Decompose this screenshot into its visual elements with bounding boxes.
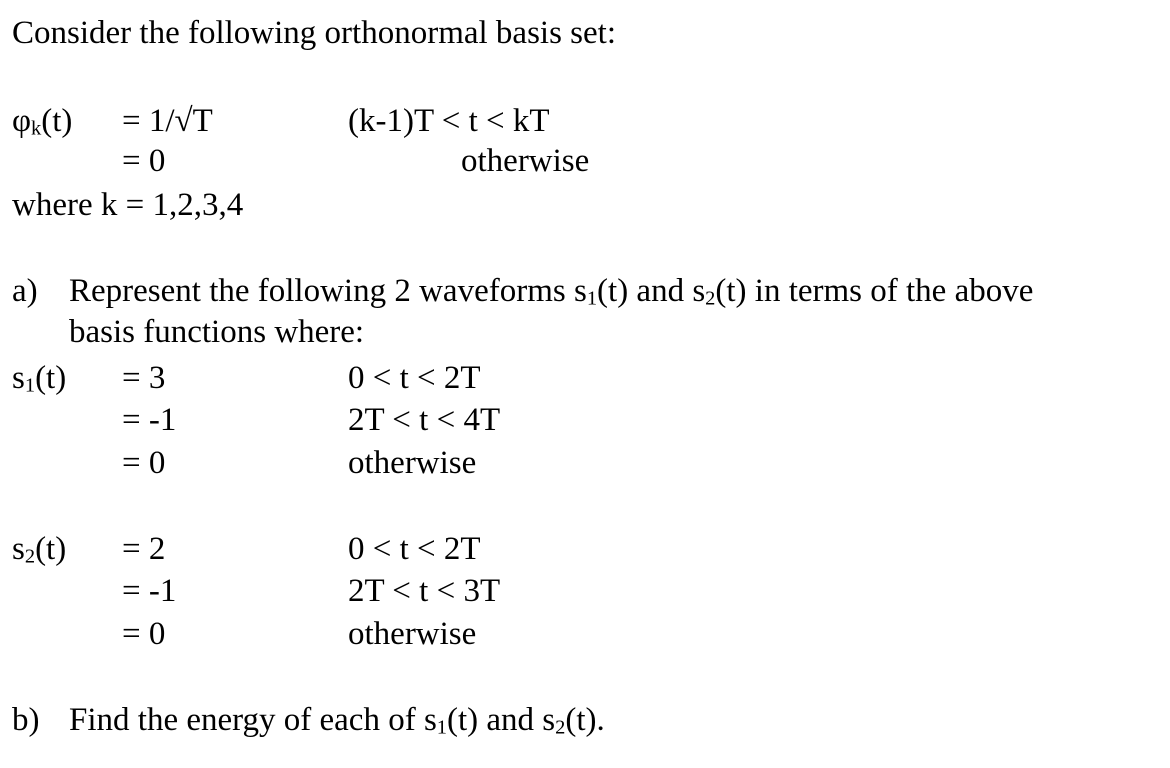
part-a-label: a) xyxy=(12,273,38,309)
intro-text: Consider the following orthonormal basis set: xyxy=(12,15,617,51)
s2-symbol: s xyxy=(12,531,25,567)
basis-condition-1: (k-1)T < t < kT xyxy=(348,103,550,139)
s1-value-1: = 3 xyxy=(122,360,166,396)
s2-label-subscript: 2 xyxy=(24,545,36,568)
s1-condition-2: 2T < t < 4T xyxy=(348,402,501,438)
part-a-text-line1 xyxy=(69,275,1033,308)
s1-value-2: = -1 xyxy=(122,402,177,438)
basis-value-2: = 0 xyxy=(122,143,166,179)
part-b-text xyxy=(69,704,605,737)
s1-argument: (t) xyxy=(35,360,67,396)
s1-subscript: 1 xyxy=(586,287,598,310)
s2-label xyxy=(12,533,66,566)
part-b-text-middle: (t) and s xyxy=(447,702,556,738)
s2-subscript: 2 xyxy=(705,287,716,310)
s1-label xyxy=(12,362,66,395)
s2-condition-3: otherwise xyxy=(348,616,477,652)
part-b-text-start: Find the energy of each of s xyxy=(69,702,437,738)
part-b-label: b) xyxy=(12,702,40,738)
s1-label-subscript: 1 xyxy=(24,374,36,397)
basis-condition-2: otherwise xyxy=(461,143,590,179)
part-a-text-line2: basis functions where: xyxy=(69,314,365,350)
s2-argument: (t) xyxy=(35,531,67,567)
s2-value-3: = 0 xyxy=(122,616,166,652)
s2-value-1: = 2 xyxy=(122,531,166,567)
s1-symbol: s xyxy=(12,360,25,396)
basis-value-1: = 1/√T xyxy=(122,103,213,139)
s2-value-2: = -1 xyxy=(122,573,177,609)
s2-condition-2: 2T < t < 3T xyxy=(348,573,501,609)
part-b-s1-subscript: 1 xyxy=(436,716,448,739)
part-b-text-end: (t). xyxy=(565,702,605,738)
part-a-text-end: (t) in terms of the above xyxy=(715,273,1034,309)
basis-where-text: where k = 1,2,3,4 xyxy=(12,187,244,223)
part-a-text-start: Represent the following 2 waveforms s xyxy=(69,273,587,309)
part-b-s2-subscript: 2 xyxy=(555,716,566,739)
phi-subscript: k xyxy=(31,117,42,140)
phi-symbol: φ xyxy=(12,103,32,139)
s1-value-3: = 0 xyxy=(122,445,166,481)
s2-condition-1: 0 < t < 2T xyxy=(348,531,481,567)
s1-condition-1: 0 < t < 2T xyxy=(348,360,481,396)
part-a-text-middle: (t) and s xyxy=(597,273,706,309)
phi-argument: (t) xyxy=(41,103,73,139)
s1-condition-3: otherwise xyxy=(348,445,477,481)
basis-function-label xyxy=(12,105,72,138)
